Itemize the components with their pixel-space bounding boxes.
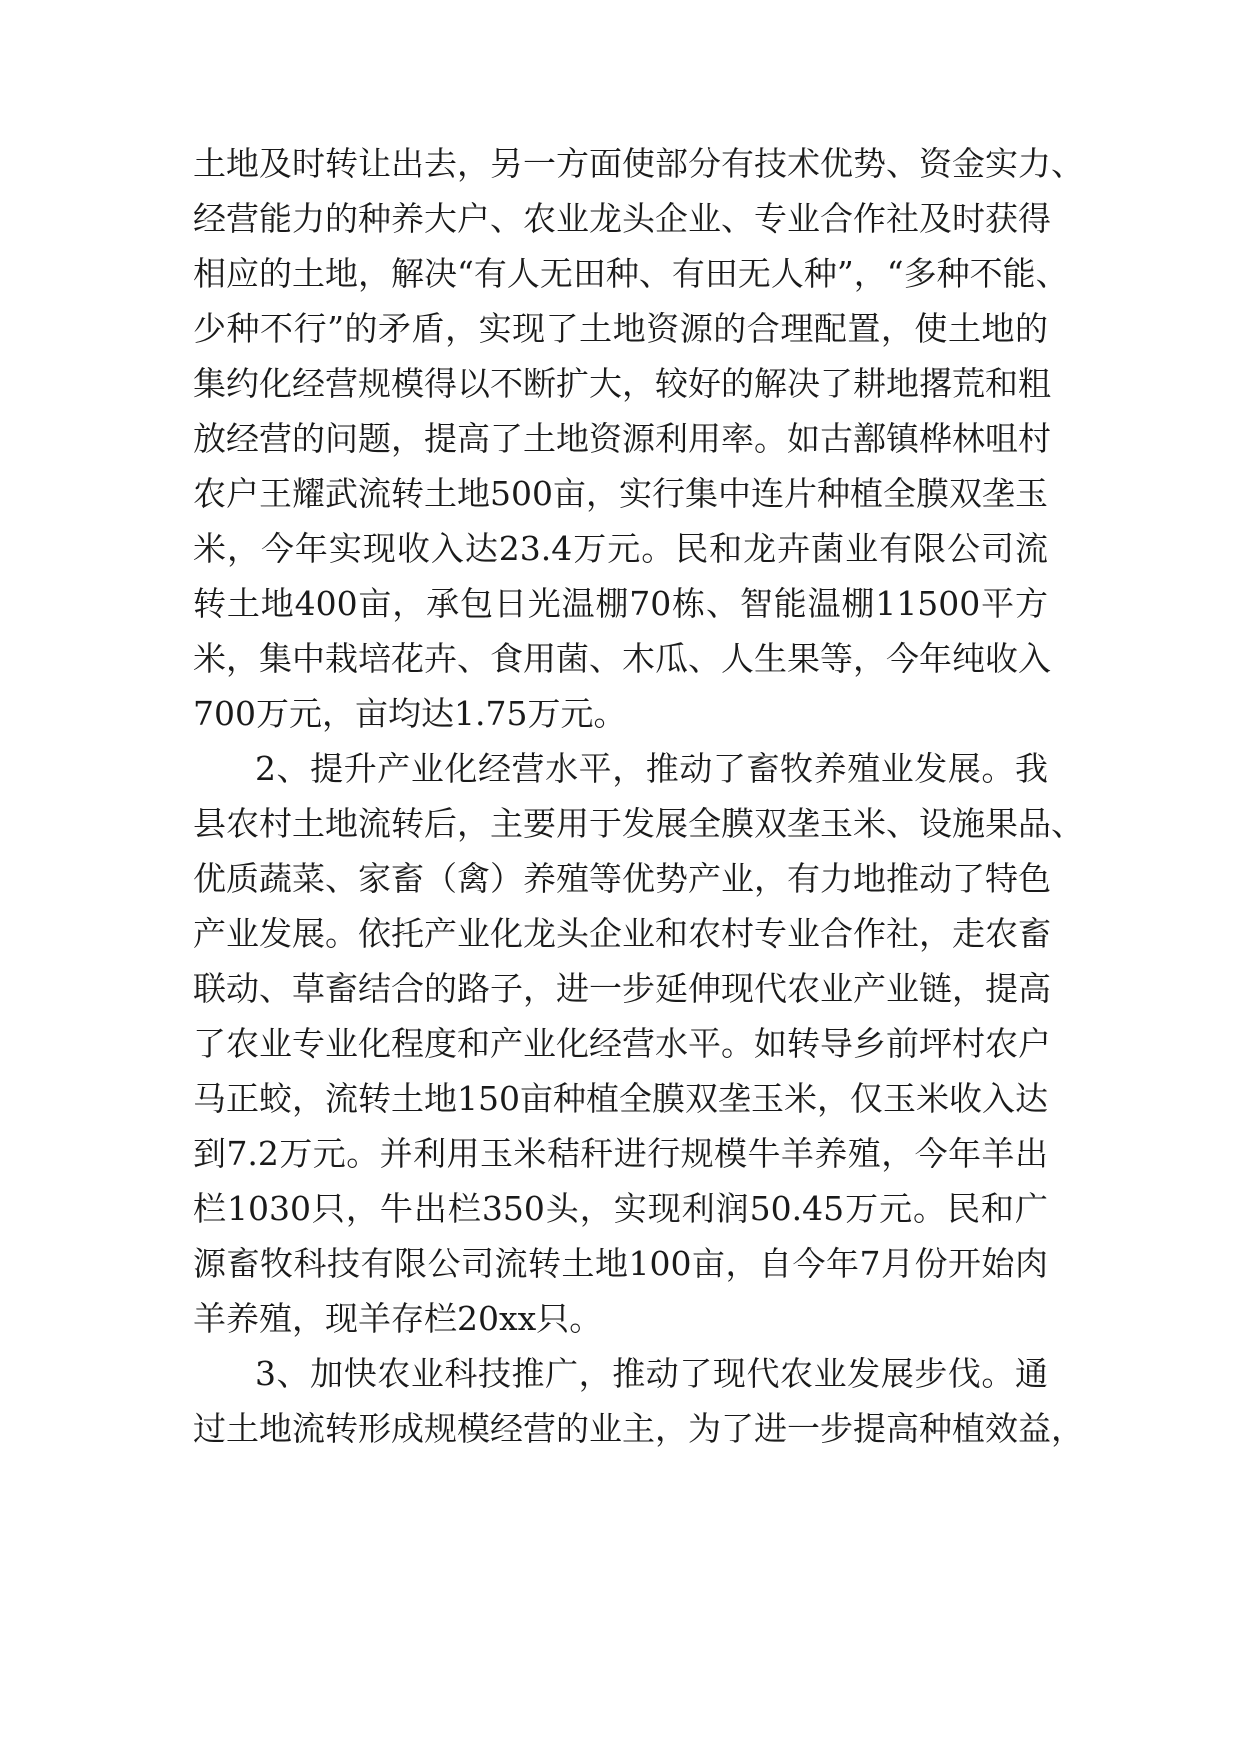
text-line: 米，今年实现收入达23.4万元。民和龙卉菌业有限公司流 (193, 529, 1048, 568)
text-line: 县农村土地流转后，主要用于发展全膜双垄玉米、设施果品、 (193, 804, 1084, 843)
text-line: 700万元，亩均达1.75万元。 (193, 694, 627, 733)
text-line: 农户王耀武流转土地500亩，实行集中连片种植全膜双垄玉 (193, 474, 1048, 513)
text-line: 了农业专业化程度和产业化经营水平。如转导乡前坪村农户 (193, 1024, 1051, 1063)
text-line: 栏1030只，牛出栏350头，实现利润50.45万元。民和广 (193, 1189, 1048, 1228)
text-line: 放经营的问题，提高了土地资源利用率。如古鄯镇桦林咀村 (193, 419, 1051, 458)
paragraph-start-line: 2、提升产业化经营水平，推动了畜牧养殖业发展。我 (255, 749, 1048, 788)
text-line: 米，集中栽培花卉、食用菌、木瓜、人生果等，今年纯收入 (193, 639, 1051, 678)
text-line: 转土地400亩，承包日光温棚70栋、智能温棚11500平方 (193, 584, 1048, 623)
text-line: 优质蔬菜、家畜（禽）养殖等优势产业，有力地推动了特色 (193, 859, 1051, 898)
text-line: 马正蛟，流转土地150亩种植全膜双垄玉米，仅玉米收入达 (193, 1079, 1048, 1118)
text-line: 源畜牧科技有限公司流转土地100亩，自今年7月份开始肉 (193, 1244, 1048, 1283)
paragraph-start-line: 3、加快农业科技推广，推动了现代农业发展步伐。通 (255, 1354, 1048, 1393)
text-line: 产业发展。依托产业化龙头企业和农村专业合作社，走农畜 (193, 914, 1051, 953)
text-line: 到7.2万元。并利用玉米秸秆进行规模牛羊养殖，今年羊出 (193, 1134, 1048, 1173)
text-line: 集约化经营规模得以不断扩大，较好的解决了耕地撂荒和粗 (193, 364, 1051, 403)
text-line: 羊养殖，现羊存栏20xx只。 (193, 1299, 603, 1338)
text-line: 经营能力的种养大户、农业龙头企业、专业合作社及时获得 (193, 199, 1051, 238)
text-line: 少种不行”的矛盾，实现了土地资源的合理配置，使土地的 (193, 309, 1048, 348)
text-line: 土地及时转让出去，另一方面使部分有技术优势、资金实力、 (193, 144, 1084, 183)
text-line: 过土地流转形成规模经营的业主，为了进一步提高种植效益， (193, 1409, 1084, 1448)
text-line: 联动、草畜结合的路子，进一步延伸现代农业产业链，提高 (193, 969, 1051, 1008)
text-line: 相应的土地，解决“有人无田种、有田无人种”，“多种不能、 (193, 254, 1069, 293)
